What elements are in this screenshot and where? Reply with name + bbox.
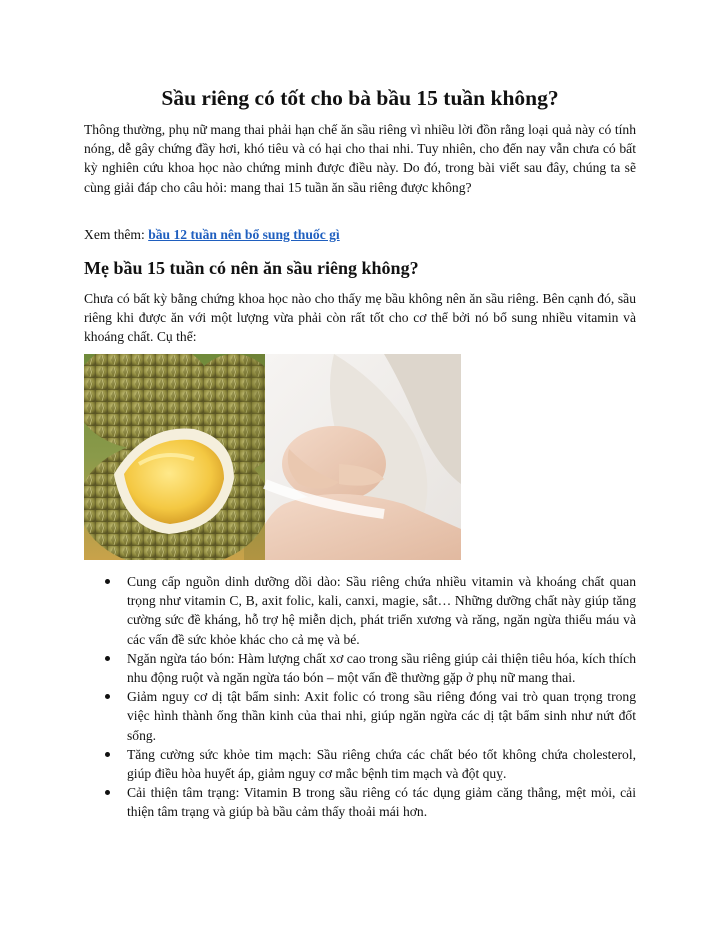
list-item-text: Ngăn ngừa táo bón: Hàm lượng chất xơ cao trong sầu riêng giúp cải thiện tiêu hóa, kích thích nhu động ruột và ngăn ngừa táo bón – một vấn đề thường gặp ở phụ nữ mang thai. bbox=[127, 650, 636, 686]
list-item bbox=[84, 783, 636, 821]
bullet-icon bbox=[105, 579, 110, 584]
list-item-text: Giảm nguy cơ dị tật bẩm sinh: Axit folic có trong sầu riêng đóng vai trò quan trọng trong việc hình thành ống thần kinh của thai nhi, giúp ngăn ngừa các dị tật bẩm sinh như nứt đốt sống. bbox=[127, 689, 636, 743]
benefits-list bbox=[84, 572, 636, 822]
list-item-text: Cung cấp nguồn dinh dưỡng dồi dào: Sầu riêng chứa nhiều vitamin và khoáng chất quan trọng như vitamin C, B, axit folic, kali, canxi, magie, sắt… Những dưỡng chất này giúp tăng cường sức đề kháng, hỗ trợ hệ miễn dịch, phát triển xương và răng, ngăn ngừa thiếu máu và các vấn đề sức khỏe khác cho cả mẹ và bé. bbox=[127, 574, 636, 647]
see-also-prefix: Xem thêm: bbox=[84, 227, 149, 242]
intro-paragraph: Thông thường, phụ nữ mang thai phải hạn chế ăn sầu riêng vì nhiều lời đồn rằng loại quả này có tính nóng, dễ gây chứng đầy hơi, khó tiêu và có hại cho thai nhi. Tuy nhiên, cho đến nay vẫn chưa có bất kỳ nghiên cứu khoa học nào chứng minh được điều này. Do đó, trong bài viết sau đây, chúng ta sẽ cùng giải đáp cho câu hỏi: mang thai 15 tuần ăn sầu riêng được không? bbox=[84, 122, 636, 195]
see-also-line bbox=[84, 225, 636, 244]
bullet-icon bbox=[105, 790, 110, 795]
bullet-icon bbox=[105, 752, 110, 757]
list-item-text: Tăng cường sức khỏe tim mạch: Sầu riêng chứa các chất béo tốt không chứa cholesterol, giúp điều hòa huyết áp, giảm nguy cơ mắc bệnh tim mạch và đột quỵ. bbox=[127, 746, 636, 782]
list-item bbox=[84, 687, 636, 745]
bullet-icon bbox=[105, 694, 110, 699]
section-paragraph: Chưa có bất kỳ bằng chứng khoa học nào cho thấy mẹ bầu không nên ăn sầu riêng. Bên cạnh đó, sầu riêng khi được ăn với một lượng vừa phải còn rất tốt cho cơ thể bởi nó bổ sung nhiều vitamin và khoáng chất. Cụ thể: bbox=[84, 291, 636, 345]
section-heading: Mẹ bầu 15 tuần có nên ăn sầu riêng không? bbox=[84, 258, 419, 278]
bullet-icon bbox=[105, 656, 110, 661]
list-item bbox=[84, 572, 636, 649]
list-item bbox=[84, 649, 636, 687]
page-title: Sầu riêng có tốt cho bà bầu 15 tuần không? bbox=[161, 86, 559, 110]
list-item-text: Cải thiện tâm trạng: Vitamin B trong sầu riêng có tác dụng giảm căng thẳng, mệt mỏi, cải thiện tâm trạng và giúp bà bầu cảm thấy thoải mái hơn. bbox=[127, 785, 636, 820]
durian-pregnant-woman-image bbox=[84, 354, 461, 560]
list-item bbox=[84, 745, 636, 783]
see-also-link[interactable]: bầu 12 tuần nên bổ sung thuốc gì bbox=[148, 227, 340, 242]
